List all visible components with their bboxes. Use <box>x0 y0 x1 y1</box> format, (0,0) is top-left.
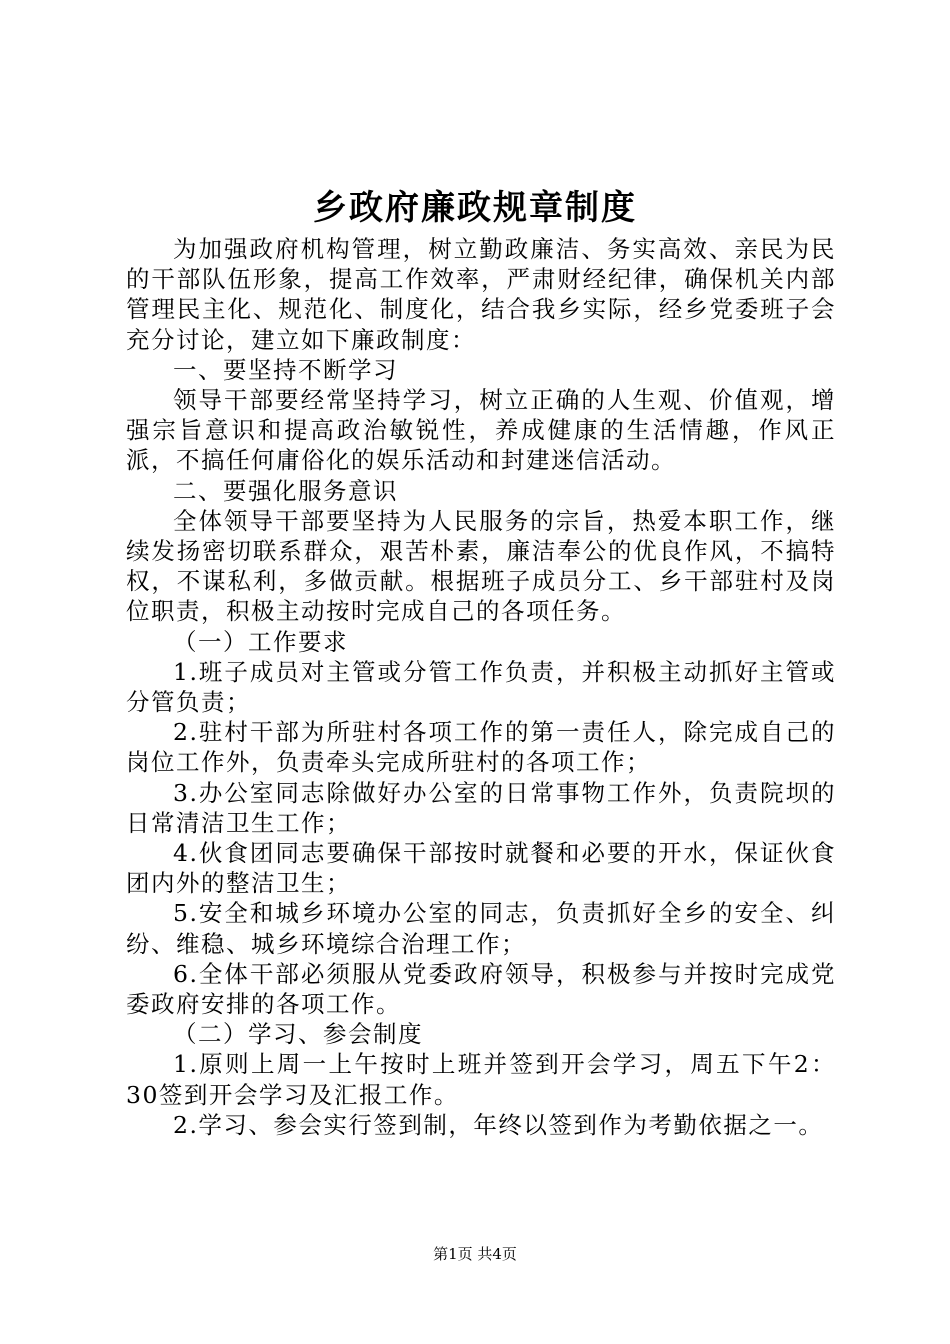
page-number-footer: 第1页 共4页 <box>433 1245 517 1263</box>
list-item-requirement-3: 3.办公室同志除做好办公室的日常事物工作外，负责院坝的日常清洁卫生工作； <box>126 778 836 837</box>
heading-section-1: 一、要坚持不断学习 <box>173 355 398 384</box>
document-title: 乡政府廉政规章制度 <box>313 188 637 228</box>
list-item-study-1: 1.原则上周一上午按时上班并签到开会学习，周五下午2：30签到开会学习及汇报工作。 <box>126 1050 836 1109</box>
paragraph-intro: 为加强政府机构管理，树立勤政廉洁、务实高效、亲民为民的干部队伍形象，提高工作效率，严肃财经纪律，确保机关内部管理民主化、规范化、制度化，结合我乡实际，经乡党委班子会充分讨论，建立如下廉政制度： <box>126 235 836 354</box>
paragraph-section-1: 领导干部要经常坚持学习，树立正确的人生观、价值观，增强宗旨意识和提高政治敏锐性，养成健康的生活情趣，作风正派，不搞任何庸俗化的娱乐活动和封建迷信活动。 <box>126 386 836 475</box>
list-item-requirement-4: 4.伙食团同志要确保干部按时就餐和必要的开水，保证伙食团内外的整洁卫生； <box>126 839 836 898</box>
list-item-requirement-2: 2.驻村干部为所驻村各项工作的第一责任人，除完成自己的岗位工作外，负责牵头完成所驻村的各项工作； <box>126 718 836 777</box>
document-body <box>126 234 836 1140</box>
paragraph-section-2: 全体领导干部要坚持为人民服务的宗旨，热爱本职工作，继续发扬密切联系群众，艰苦朴素，廉洁奉公的优良作风，不搞特权，不谋私利，多做贡献。根据班子成员分工、乡干部驻村及岗位职责，积极主动按时完成自己的各项任务。 <box>126 506 836 626</box>
list-item-requirement-1: 1.班子成员对主管或分管工作负责，并积极主动抓好主管或分管负责； <box>126 657 836 717</box>
heading-work-requirements: （一）工作要求 <box>173 627 348 656</box>
list-item-requirement-6: 6.全体干部必须服从党委政府领导，积极参与并按时完成党委政府安排的各项工作。 <box>126 959 836 1019</box>
list-item-study-2: 2.学习、参会实行签到制，年终以签到作为考勤依据之一。 <box>173 1110 824 1139</box>
heading-section-2: 二、要强化服务意识 <box>173 476 398 505</box>
list-item-requirement-5: 5.安全和城乡环境办公室的同志，负责抓好全乡的安全、纠纷、维稳、城乡环境综合治理工作； <box>126 899 836 958</box>
heading-study-meeting: （二）学习、参会制度 <box>173 1020 423 1049</box>
